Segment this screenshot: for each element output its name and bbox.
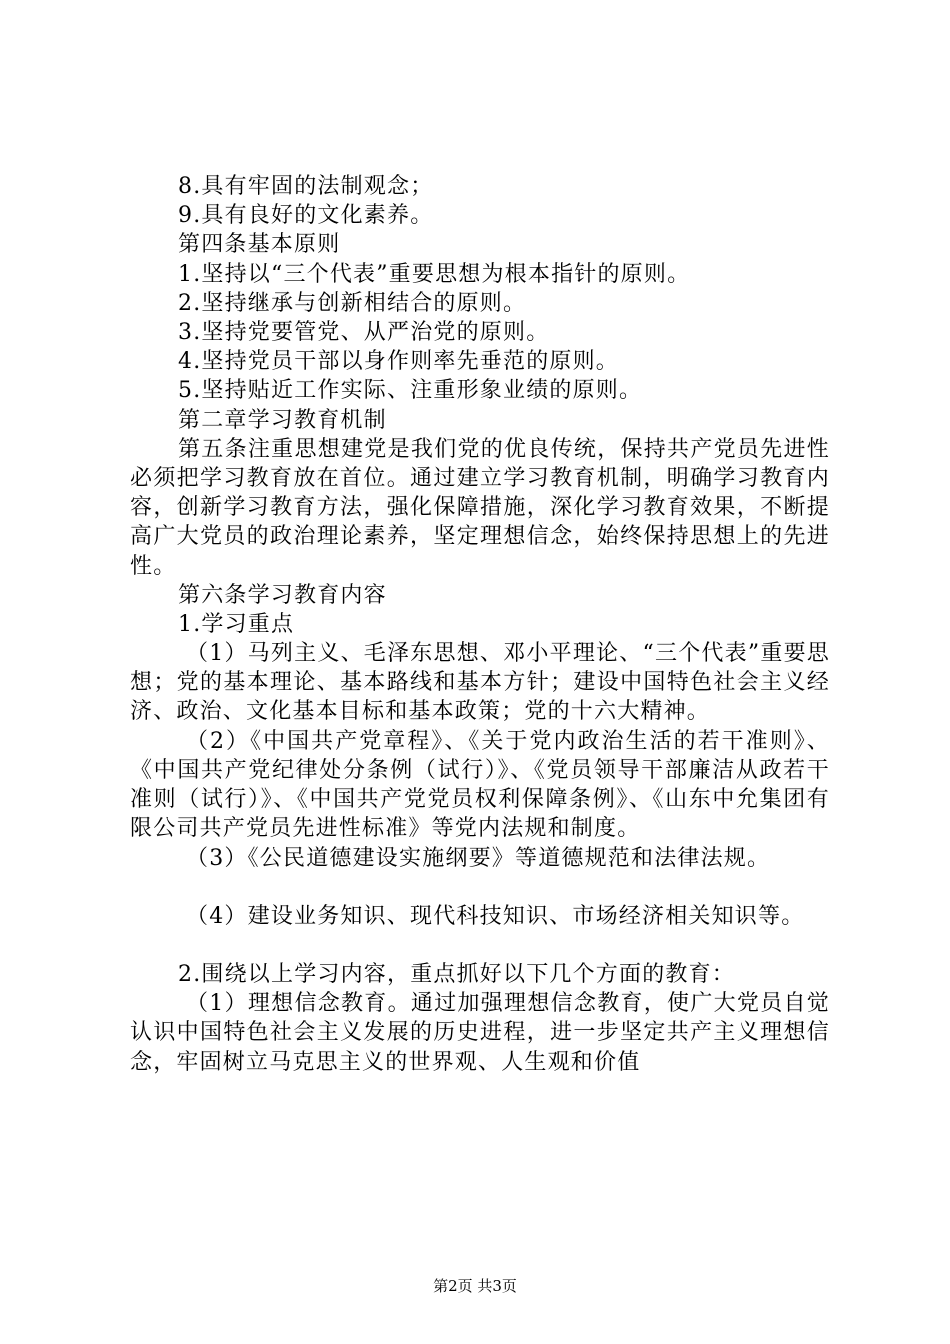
sub-item-4-paragraph: （4）建设业务知识、现代科技知识、市场经济相关知识等。 <box>186 903 805 929</box>
document-body <box>130 172 830 1077</box>
page-footer: 第2页 共3页 <box>433 1277 517 1295</box>
ideal-belief-paragraph: （1）理想信念教育。通过加强理想信念教育，使广大党员自觉认识中国特色社会主义发展的历史进程，进一步坚定共产主义理想信念，牢固树立马克思主义的世界观、人生观和价值 <box>130 991 830 1075</box>
principle-5: 5.坚持贴近工作实际、注重形象业绩的原则。 <box>178 378 643 404</box>
principle-1: 1.坚持以“三个代表”重要思想为根本指针的原则。 <box>178 261 691 287</box>
clause-8: 8.具有牢固的法制观念； <box>178 174 434 199</box>
principle-3: 3.坚持党要管党、从严治党的原则。 <box>178 319 550 345</box>
item-2-heading: 2.围绕以上学习内容，重点抓好以下几个方面的教育： <box>178 961 735 987</box>
sub-item-1-paragraph: （1）马列主义、毛泽东思想、邓小平理论、“三个代表”重要思想；党的基本理论、基本路线和基本方针；建设中国特色社会主义经济、政治、文化基本目标和基本政策；党的十六大精神。 <box>130 641 830 725</box>
clause-9: 9.具有良好的文化素养。 <box>178 203 434 229</box>
sub-item-2-paragraph: （2）《中国共产党章程》、《关于党内政治生活的若干准则》、《中国共产党纪律处分条例（试行）》、《党员领导干部廉洁从政若干准则（试行）》、《中国共产党党员权利保障条例》、《山东中允集团有限公司共产党员先进性标准》等党内法规和制度。 <box>130 728 830 842</box>
article-6-heading: 第六条学习教育内容 <box>178 582 387 608</box>
item-1-heading: 1.学习重点 <box>178 611 295 637</box>
principle-4: 4.坚持党员干部以身作则率先垂范的原则。 <box>178 349 619 375</box>
sub-item-3-paragraph: （3）《公民道德建设实施纲要》等道德规范和法律法规。 <box>186 845 771 871</box>
chapter-2-heading: 第二章学习教育机制 <box>178 407 387 433</box>
blank-line <box>130 931 830 960</box>
article-5-paragraph: 第五条注重思想建党是我们党的优良传统，保持共产党员先进性必须把学习教育放在首位。通过建立学习教育机制，明确学习教育内容，创新学习教育方法，强化保障措施，深化学习教育效果，不断提高广大党员的政治理论素养，坚定理想信念，始终保持思想上的先进性。 <box>130 436 830 579</box>
principle-2: 2.坚持继承与创新相结合的原则。 <box>178 290 527 316</box>
blank-line <box>130 873 830 902</box>
article-4-heading: 第四条基本原则 <box>178 232 341 258</box>
